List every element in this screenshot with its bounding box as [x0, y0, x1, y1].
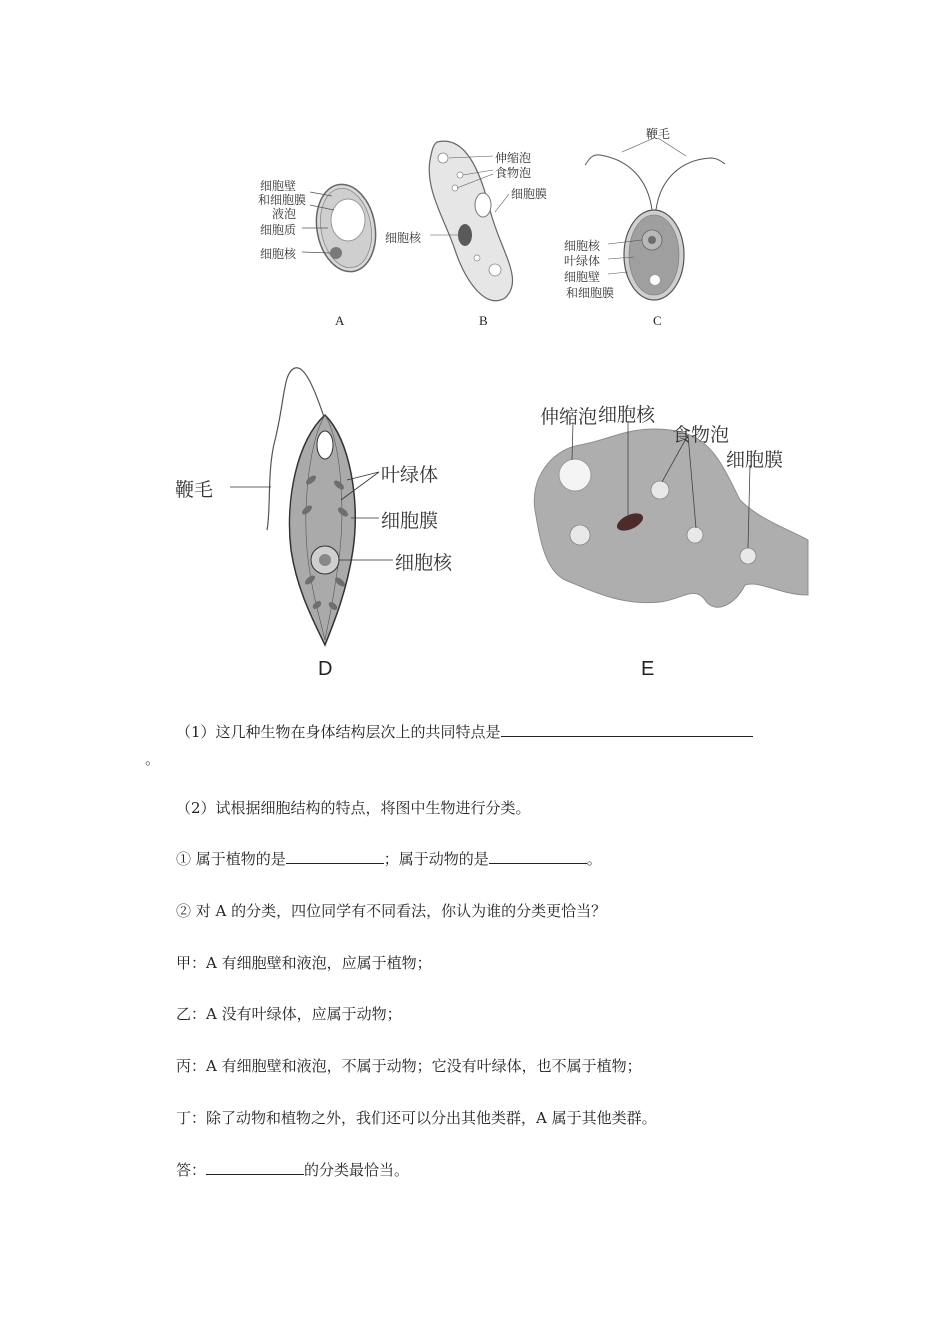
label-flagellum: 鞭毛 — [175, 479, 214, 501]
option-yi: 乙：A 没有叶绿体，应属于动物； — [176, 1005, 402, 1023]
answer-prefix: 答： — [176, 1161, 207, 1179]
plants-blank[interactable] — [286, 849, 384, 864]
label-cell-wall: 细胞壁 — [564, 270, 601, 284]
label-food-vacuole: 食物泡 — [672, 424, 730, 446]
label-cytoplasm: 细胞质 — [260, 223, 297, 237]
option-jia: 甲：A 有细胞壁和液泡，应属于植物； — [176, 954, 432, 972]
label-nucleus: 细胞核 — [598, 404, 656, 426]
figure-b-drawing — [385, 130, 565, 305]
question-2-1 — [176, 848, 602, 869]
question-1-text: （1）这几种生物在身体结构层次上的共同特点是 — [176, 723, 501, 741]
caption-a: A — [335, 313, 345, 328]
label-food-vacuole: 食物泡 — [495, 166, 532, 180]
label-cell-membrane: 和细胞膜 — [258, 193, 307, 207]
question-2-1-plants-text: ① 属于植物的是 — [176, 850, 286, 868]
figure-c — [560, 120, 740, 335]
figure-e — [520, 390, 815, 690]
label-nucleus: 细胞核 — [564, 239, 601, 253]
label-contractile-vacuole: 伸缩泡 — [540, 406, 598, 428]
answer-suffix: 的分类最恰当。 — [304, 1161, 410, 1179]
label-cell-membrane: 细胞膜 — [511, 187, 548, 201]
figure-a — [250, 170, 390, 335]
question-1-end: 。 — [145, 750, 161, 768]
question-2-1-end: 。 — [586, 850, 602, 868]
label-contractile-vacuole: 伸缩泡 — [495, 151, 532, 165]
figure-d-drawing — [175, 360, 475, 650]
label-cell-membrane: 细胞膜 — [381, 510, 439, 532]
caption-d: D — [318, 658, 333, 680]
caption-e: E — [641, 658, 655, 680]
question-1 — [176, 721, 753, 742]
answer-line — [176, 1159, 409, 1180]
label-cell-membrane: 细胞膜 — [726, 449, 784, 471]
label-flagellum: 鞭毛 — [646, 127, 671, 141]
label-nucleus: 细胞核 — [385, 231, 422, 245]
caption-b: B — [479, 313, 488, 328]
question-2: （2）试根据细胞结构的特点，将图中生物进行分类。 — [176, 799, 531, 817]
label-cell-membrane: 和细胞膜 — [566, 286, 615, 300]
option-ding: 丁：除了动物和植物之外，我们还可以分出其他类群，A 属于其他类群。 — [176, 1109, 657, 1127]
label-nucleus: 细胞核 — [260, 247, 297, 261]
option-bing: 丙：A 有细胞壁和液泡，不属于动物；它没有叶绿体，也不属于植物； — [176, 1057, 642, 1075]
label-chloroplast: 叶绿体 — [381, 464, 439, 486]
question-2-2: ② 对 A 的分类，四位同学有不同看法，你认为谁的分类更恰当？ — [176, 902, 607, 920]
label-cell-wall: 细胞壁 — [260, 179, 297, 193]
figure-d — [175, 360, 475, 690]
question-2-1-animals-text: ；属于动物的是 — [383, 850, 489, 868]
label-chloroplast: 叶绿体 — [564, 254, 601, 268]
label-vacuole: 液泡 — [272, 207, 297, 221]
answer-blank[interactable] — [206, 1160, 304, 1175]
label-nucleus: 细胞核 — [395, 552, 453, 574]
question-1-blank[interactable] — [501, 722, 753, 737]
figure-b — [385, 130, 565, 335]
caption-c: C — [653, 313, 662, 328]
animals-blank[interactable] — [489, 849, 587, 864]
